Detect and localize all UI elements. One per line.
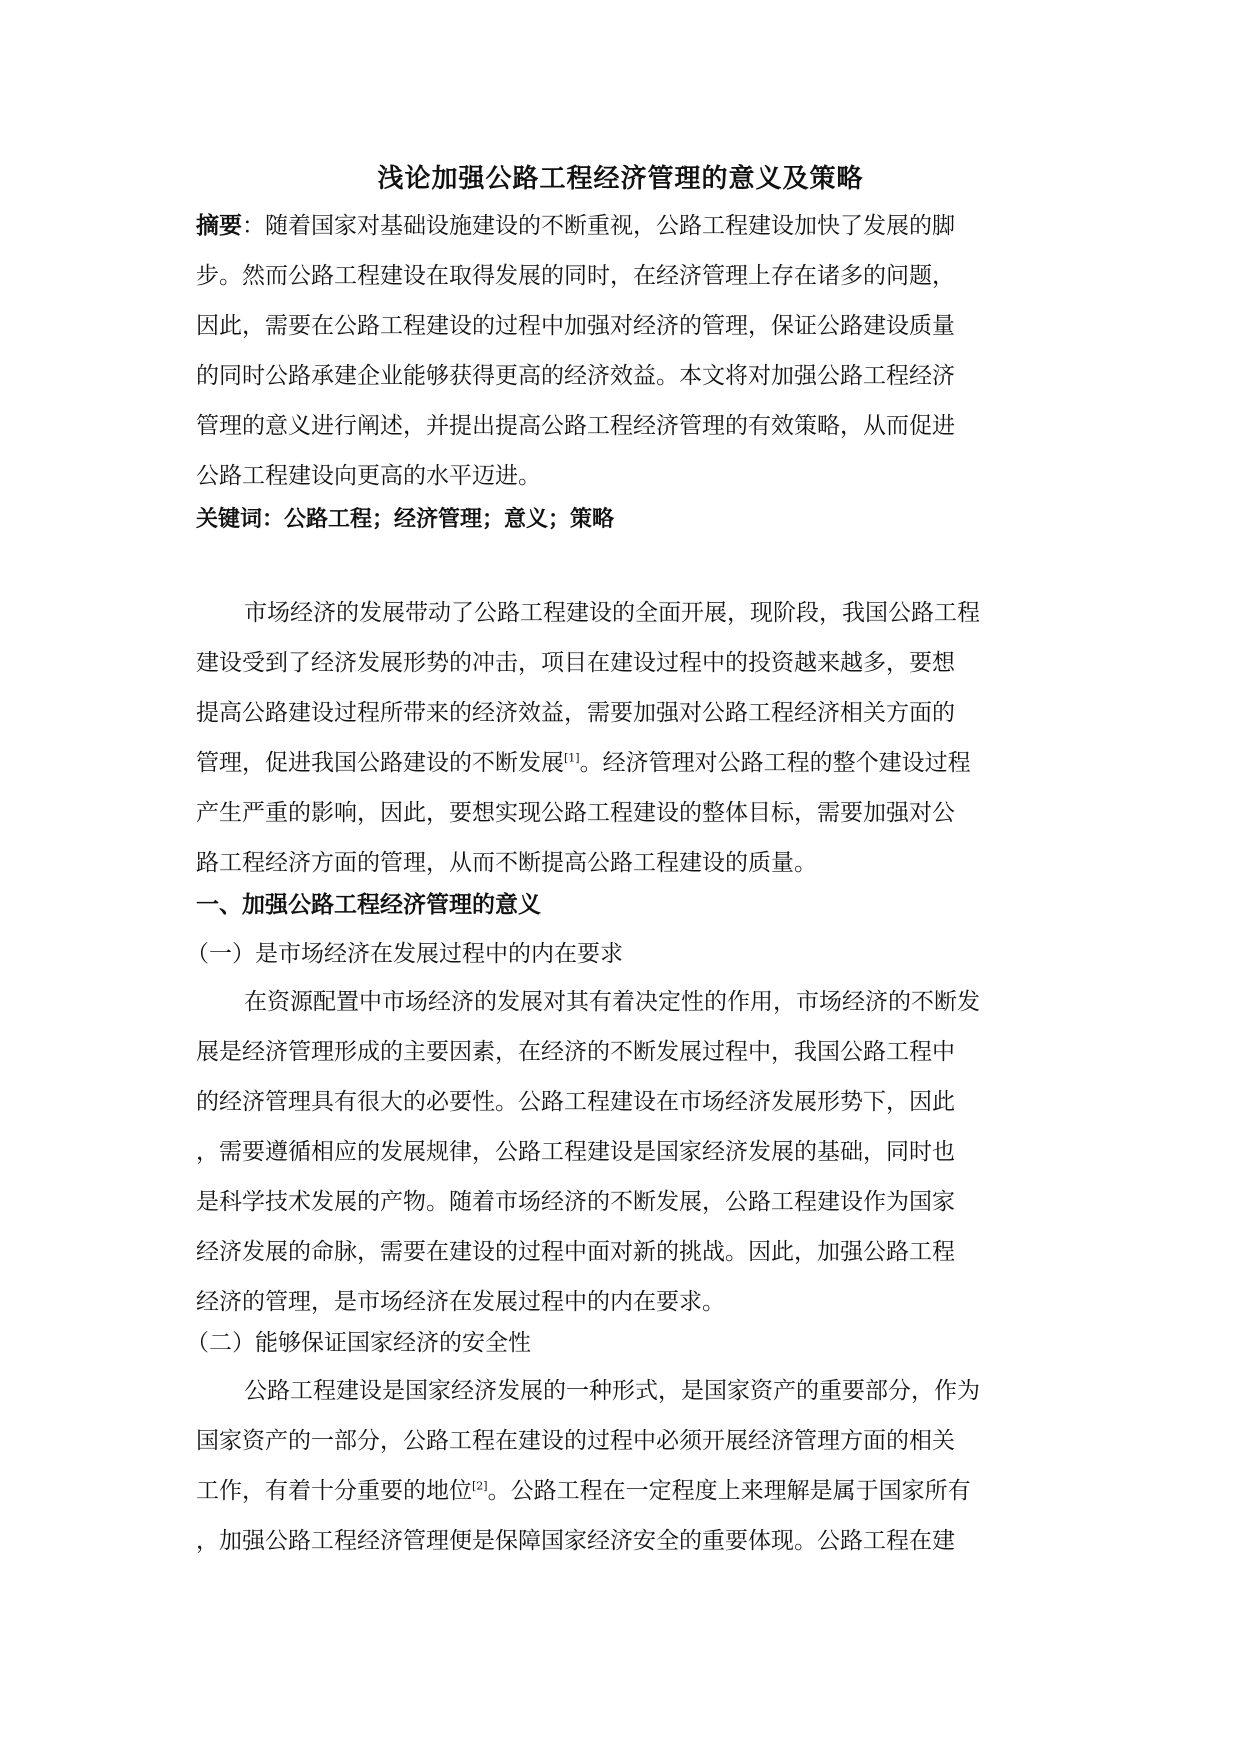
paragraph-line: 路工程经济方面的管理，从而不断提高公路工程建设的质量。	[196, 850, 817, 876]
paragraph-line: 在资源配置中市场经济的发展对其有着决定性的作用，市场经济的不断发	[244, 989, 980, 1015]
abstract-line: 管理的意义进行阐述，并提出提高公路工程经济管理的有效策略，从而促进	[196, 413, 955, 439]
abstract-line: 的同时公路承建企业能够获得更高的经济效益。本文将对加强公路工程经济	[196, 363, 955, 389]
paragraph-line: 是科学技术发展的产物。随着市场经济的不断发展，公路工程建设作为国家	[196, 1189, 955, 1215]
paragraph-line: 工作，有着十分重要的地位[2]。公路工程在一定程度上来理解是属于国家所有	[196, 1478, 971, 1504]
paragraph-line: 产生严重的影响，因此，要想实现公路工程建设的整体目标，需要加强对公	[196, 800, 955, 826]
section-heading: 一、加强公路工程经济管理的意义	[196, 892, 541, 918]
citation-ref: [1]	[564, 751, 580, 765]
subsection-heading: （一）是市场经济在发展过程中的内在要求	[186, 941, 623, 967]
paragraph-line: ，需要遵循相应的发展规律，公路工程建设是国家经济发展的基础，同时也	[196, 1139, 955, 1165]
abstract	[196, 201, 1046, 501]
paragraph-line: 的经济管理具有很大的必要性。公路工程建设在市场经济发展形势下，因此	[196, 1089, 955, 1115]
paragraph-line: 经济发展的命脉，需要在建设的过程中面对新的挑战。因此，加强公路工程	[196, 1239, 955, 1265]
sub1-paragraph	[196, 977, 1046, 1327]
intro-paragraph	[196, 588, 1046, 888]
abstract-line: 因此，需要在公路工程建设的过程中加强对经济的管理，保证公路建设质量	[196, 313, 955, 339]
paragraph-line: 管理，促进我国公路建设的不断发展[1]。经济管理对公路工程的整个建设过程	[196, 750, 971, 776]
paragraph-line: 提高公路建设过程所带来的经济效益，需要加强对公路工程经济相关方面的	[196, 700, 955, 726]
keywords: 关键词：公路工程；经济管理；意义；策略	[196, 507, 615, 532]
paragraph-line: 建设受到了经济发展形势的冲击，项目在建设过程中的投资越来越多，要想	[196, 650, 955, 676]
abstract-line: 摘要：随着国家对基础设施建设的不断重视，公路工程建设加快了发展的脚	[196, 213, 955, 239]
abstract-line: 公路工程建设向更高的水平迈进。	[196, 463, 541, 489]
paragraph-line: 经济的管理，是市场经济在发展过程中的内在要求。	[196, 1289, 725, 1315]
abstract-line: 步。然而公路工程建设在取得发展的同时，在经济管理上存在诸多的问题，	[196, 263, 955, 289]
document-title: 浅论加强公路工程经济管理的意义及策略	[377, 164, 864, 194]
abstract-label: 摘要	[196, 213, 242, 239]
paragraph-line: 国家资产的一部分，公路工程在建设的过程中必须开展经济管理方面的相关	[196, 1428, 955, 1454]
paragraph-line: 公路工程建设是国家经济发展的一种形式，是国家资产的重要部分，作为	[244, 1378, 980, 1404]
paragraph-line: 展是经济管理形成的主要因素，在经济的不断发展过程中，我国公路工程中	[196, 1039, 955, 1065]
citation-ref: [2]	[472, 1479, 488, 1493]
sub2-paragraph	[196, 1366, 1046, 1566]
paragraph-line: 市场经济的发展带动了公路工程建设的全面开展，现阶段，我国公路工程	[244, 600, 980, 626]
subsection-heading: （二）能够保证国家经济的安全性	[186, 1330, 531, 1356]
paragraph-line: ，加强公路工程经济管理便是保障国家经济安全的重要体现。公路工程在建	[196, 1528, 955, 1554]
